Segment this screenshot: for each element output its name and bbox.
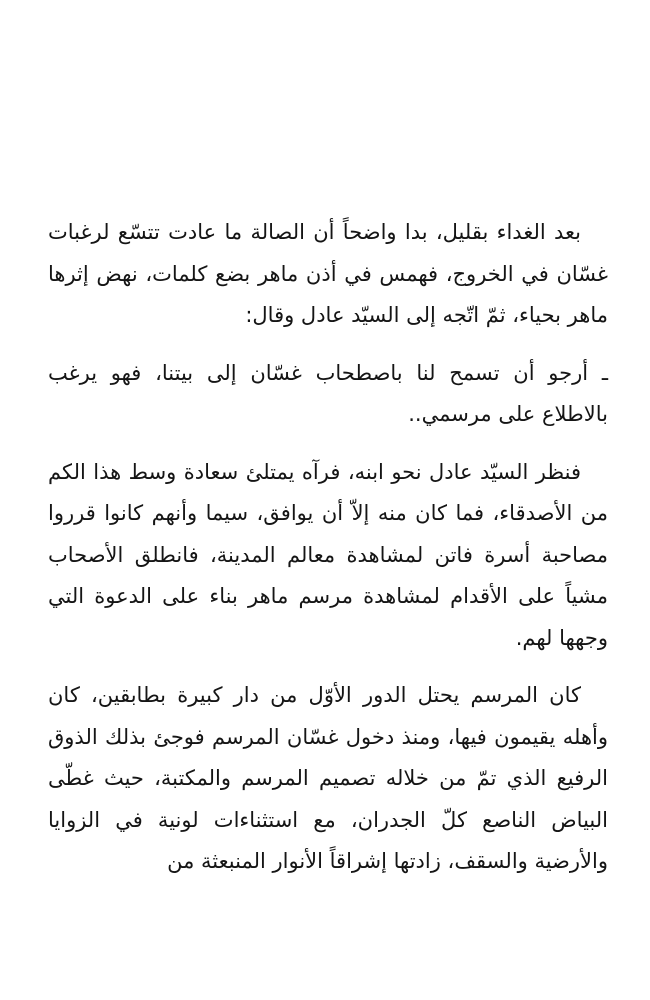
paragraph-maher-request: ـ أرجو أن تسمح لنا باصطحاب غسّان إلى بيتنا، فهو يرغب بالاطلاع على مرسمي..: [48, 360, 608, 426]
paragraph-father-agrees: فنظر السيّد عادل نحو ابنه، فرآه يمتلئ سعادة وسط هذا الكم من الأصدقاء، فما كان منه إلاّ أن يوافق، سيما وأنهم كانوا قرروا مصاحبة أسرة فاتن لمشاهدة معالم المدينة، فانطلق الأصحاب مشياً على الأقدام لمشاهدة مرسم ماهر بناء على الدعوة التي وجهها لهم.: [48, 459, 608, 650]
book-page-text: [48, 212, 608, 899]
paragraph-studio-description: كان المرسم يحتل الدور الأوّل من دار كبيرة بطابقين، كان وأهله يقيمون فيها، ومنذ دخول غسّان المرسم فوجئ بذلك الذوق الرفيع الذي تمّ من خلاله تصميم المرسم والمكتبة، حيث غطّى البياض الناصع كلّ الجدران، مع استثناءات لونية في الزوايا والأرضية والسقف، زادتها إشراقاً الأنوار المنبعثة من: [48, 683, 608, 873]
paragraph-after-lunch: بعد الغداء بقليل، بدا واضحاً أن الصالة ما عادت تتسّع لرغبات غسّان في الخروج، فهمس في أذن ماهر بضع كلمات، نهض إثرها ماهر بحياء، ثمّ اتّجه إلى السيّد عادل وقال:: [48, 220, 608, 327]
